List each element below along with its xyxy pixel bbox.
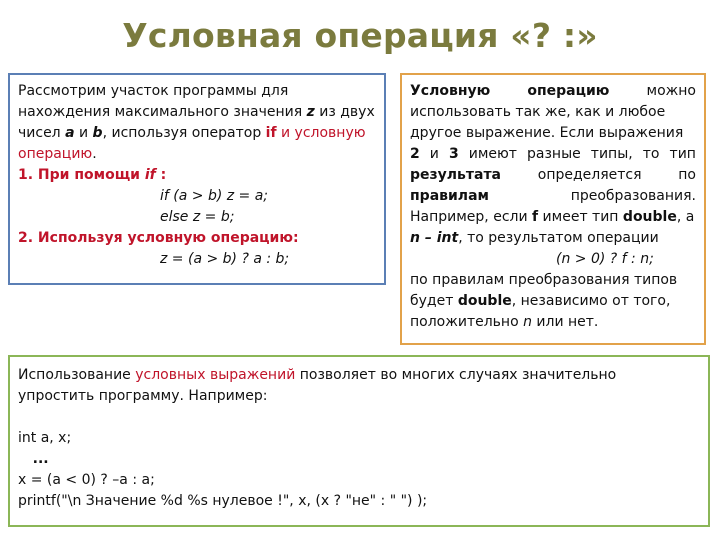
var-a: a <box>65 125 75 141</box>
text-span: Например, если <box>410 209 533 225</box>
left-line-8: 2. Используя условную операцию: <box>18 230 299 246</box>
left-line-1 <box>18 81 376 102</box>
text-span: , а <box>676 209 695 225</box>
text-span: будет <box>410 293 458 309</box>
text-span: Использование <box>18 367 136 383</box>
text-span: и условную <box>276 125 366 141</box>
code-line: ... <box>18 451 49 467</box>
right-line-4 <box>410 144 696 165</box>
right-line-12 <box>410 312 696 333</box>
var-z: z <box>306 104 315 120</box>
type-double: double <box>622 209 677 225</box>
highlight-text: условных выражений <box>135 367 296 383</box>
right-line-1 <box>410 81 696 102</box>
text-span: , используя оператор <box>102 125 266 141</box>
example-panel <box>8 73 386 285</box>
var-b: b <box>92 125 103 141</box>
text-span: результата <box>410 167 502 183</box>
text-span: 3 <box>448 146 459 162</box>
left-line-4 <box>18 144 376 165</box>
code-line: printf("\n Значение %d %s нулевое !", x, (x ? "не" : " ") ); <box>18 493 428 509</box>
text-span: имеют <box>468 146 517 162</box>
text-span: чисел <box>18 125 66 141</box>
text-span: из двух <box>314 104 375 120</box>
type-int: n – int <box>410 230 459 246</box>
text-span: можно <box>646 83 696 99</box>
text-span: нахождения максимального значения <box>18 104 307 120</box>
text-span: правилам <box>410 188 489 204</box>
left-line-3 <box>18 123 376 144</box>
left-line-2 <box>18 102 376 123</box>
keyword-if: if <box>144 167 156 183</box>
text-span: преобразования. <box>570 188 696 204</box>
right-line-11 <box>410 291 696 312</box>
text-span: 1. При помощи <box>18 167 145 183</box>
text-span: . <box>92 146 97 162</box>
text-span: Рассмотрим участок программы для <box>18 83 289 99</box>
right-line-8 <box>410 228 696 249</box>
text-span: , то результатом операции <box>458 230 659 246</box>
type-double: double <box>457 293 512 309</box>
text-span: и <box>429 146 439 162</box>
code-line: x = (a < 0) ? –a : a; <box>18 472 155 488</box>
text-span: разные <box>527 146 581 162</box>
right-code: (n > 0) ? f : n; <box>556 251 654 267</box>
keyword-if: if <box>265 125 277 141</box>
text-span: типы, <box>590 146 633 162</box>
code-line-2: else z = b; <box>160 209 235 225</box>
explanation-panel <box>400 73 706 345</box>
text-span: положительно <box>410 314 524 330</box>
text-span: по <box>678 167 696 183</box>
right-line-5 <box>410 165 696 186</box>
left-line-5 <box>18 165 376 186</box>
text-span: и <box>74 125 93 141</box>
text-span: операцию <box>18 146 93 162</box>
text-span: или нет. <box>531 314 599 330</box>
text-span: позволяет во многих случаях значительно <box>295 367 617 383</box>
right-line-2: использовать так же, как и любое <box>410 104 666 120</box>
code-line: int a, x; <box>18 430 72 446</box>
text-span: то <box>642 146 660 162</box>
code-line-1: if (a > b) z = a; <box>160 188 269 204</box>
var-f: f <box>532 209 539 225</box>
right-line-6 <box>410 186 696 207</box>
text-span: 2 <box>410 146 420 162</box>
right-line-7 <box>410 207 696 228</box>
code-line-3: z = (a > b) ? a : b; <box>160 251 290 267</box>
text-span: имеет тип <box>538 209 623 225</box>
usage-panel <box>8 355 710 527</box>
bottom-line-2: упростить программу. Например: <box>18 388 268 404</box>
text-span: операцию <box>527 83 610 99</box>
text-span: тип <box>669 146 696 162</box>
text-span: определяется <box>537 167 642 183</box>
right-line-3: другое выражение. Если выражения <box>410 125 684 141</box>
right-line-10: по правилам преобразования типов <box>410 272 678 288</box>
slide-title: Условная операция «? :» <box>122 16 598 55</box>
text-span: : <box>155 167 167 183</box>
bottom-line-1 <box>18 365 700 386</box>
text-span: , независимо от того, <box>511 293 671 309</box>
var-n: n <box>523 314 532 330</box>
spacer <box>18 407 700 428</box>
text-span: Условную <box>410 83 491 99</box>
